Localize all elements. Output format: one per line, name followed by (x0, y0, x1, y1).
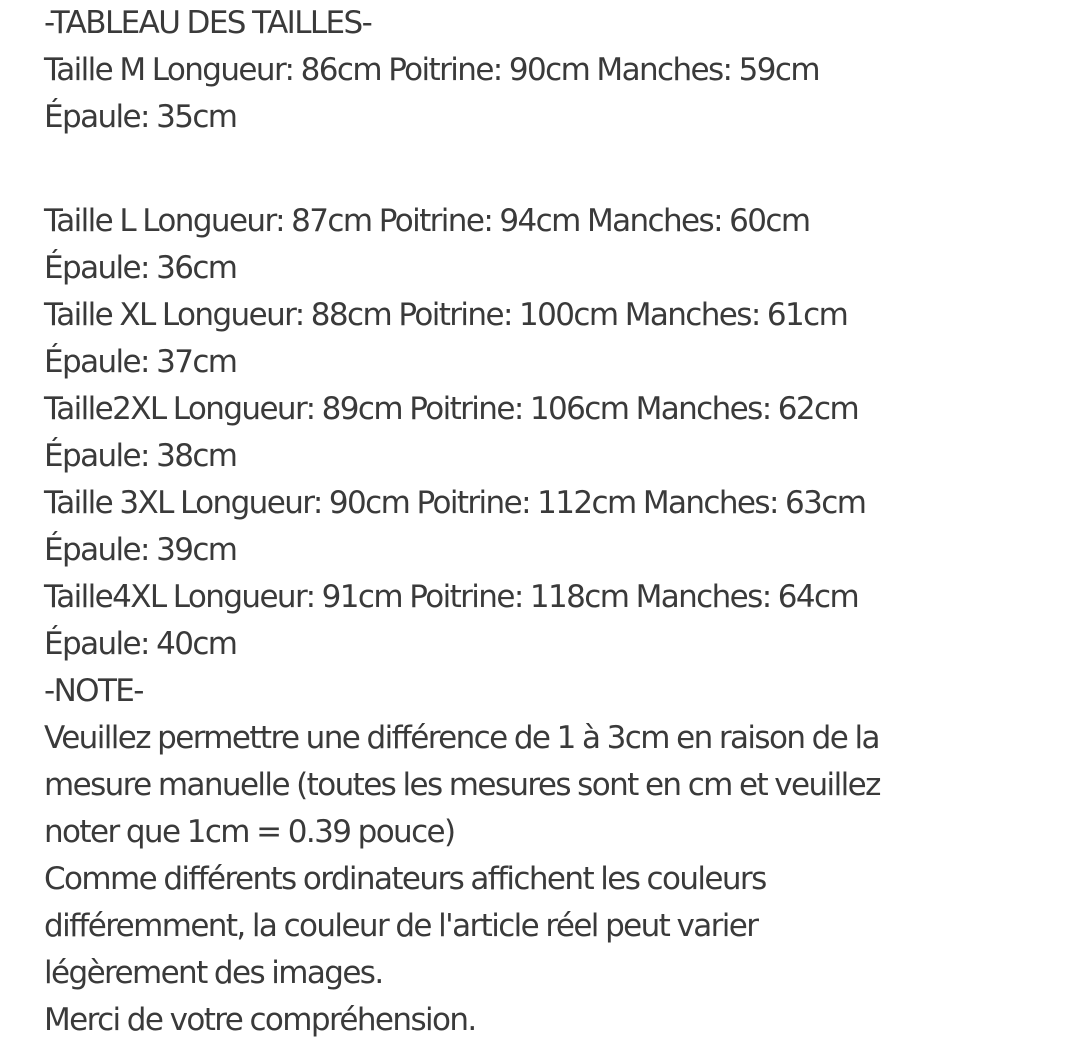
size-xl-measurements: Taille XL Longueur: 88cm Poitrine: 100cm Manches: 61cm (44, 297, 848, 333)
note-line: noter que 1cm = 0.39 pouce) (44, 814, 455, 850)
size-3xl-shoulder: Épaule: 39cm (44, 532, 237, 568)
size-4xl-shoulder: Épaule: 40cm (44, 626, 237, 662)
note-heading: -NOTE- (44, 673, 143, 709)
size-m-measurements: Taille M Longueur: 86cm Poitrine: 90cm Manches: 59cm (44, 52, 819, 88)
note-line: mesure manuelle (toutes les mesures sont en cm et veuillez (44, 767, 880, 803)
note-line: légèrement des images. (44, 955, 383, 991)
note-line: différemment, la couleur de l'article réel peut varier (44, 908, 758, 944)
size-l-shoulder: Épaule: 36cm (44, 250, 237, 286)
size-chart-document (44, 0, 1064, 1044)
size-chart-heading: -TABLEAU DES TAILLES- (44, 5, 372, 41)
blank-line (44, 141, 1064, 198)
size-4xl-measurements: Taille4XL Longueur: 91cm Poitrine: 118cm Manches: 64cm (44, 579, 859, 615)
size-2xl-measurements: Taille2XL Longueur: 89cm Poitrine: 106cm Manches: 62cm (44, 391, 859, 427)
thank-you-line: Merci de votre compréhension. (44, 1002, 476, 1038)
note-line: Veuillez permettre une différence de 1 à 3cm en raison de la (44, 720, 879, 756)
size-3xl-measurements: Taille 3XL Longueur: 90cm Poitrine: 112cm Manches: 63cm (44, 485, 866, 521)
size-l-measurements: Taille L Longueur: 87cm Poitrine: 94cm Manches: 60cm (44, 203, 810, 239)
size-2xl-shoulder: Épaule: 38cm (44, 438, 237, 474)
size-m-shoulder: Épaule: 35cm (44, 99, 237, 135)
note-line: Comme différents ordinateurs affichent les couleurs (44, 861, 766, 897)
size-xl-shoulder: Épaule: 37cm (44, 344, 237, 380)
